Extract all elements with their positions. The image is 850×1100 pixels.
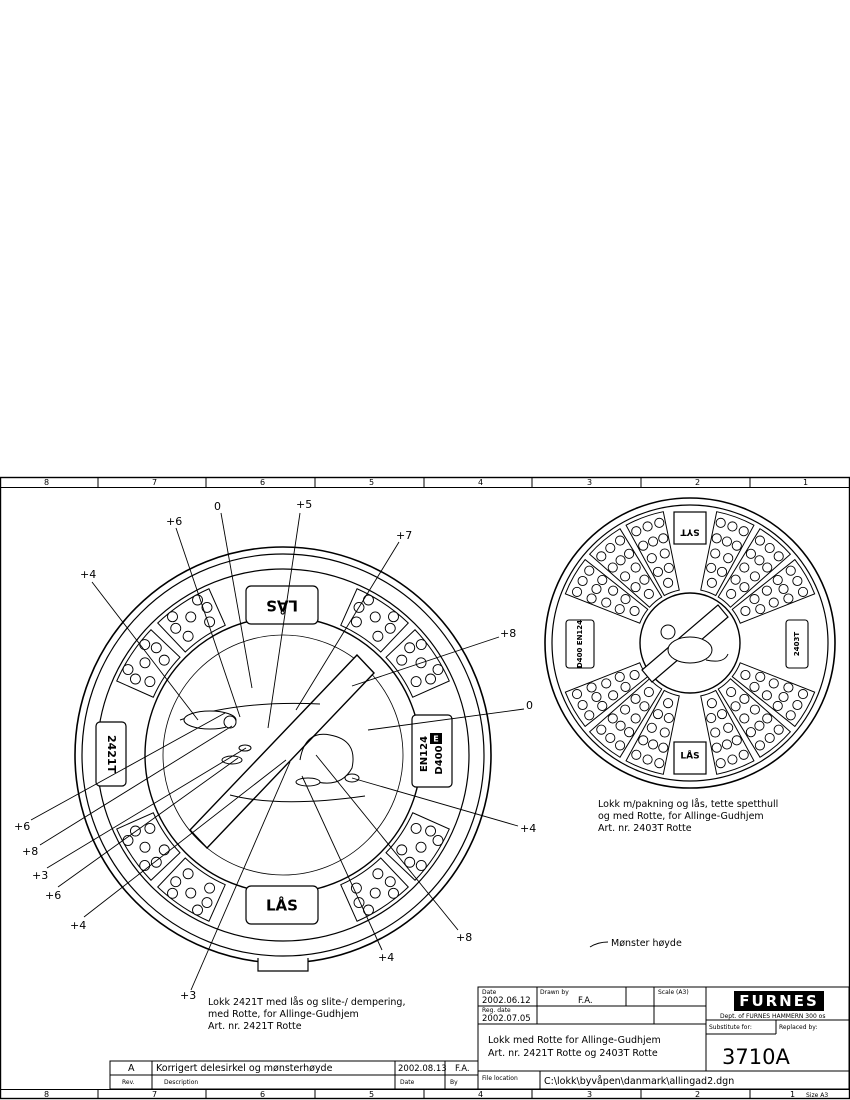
pattern-hole bbox=[171, 623, 181, 633]
pattern-hole bbox=[151, 643, 161, 653]
pattern-hole bbox=[572, 587, 581, 596]
title-line1: Lokk med Rotte for Allinge-Gudhjem bbox=[488, 1035, 661, 1046]
pattern-hole bbox=[798, 689, 807, 698]
drawn-by-value: F.A. bbox=[578, 996, 593, 1006]
grid-label-top: 1 bbox=[803, 478, 809, 487]
pattern-hole bbox=[731, 702, 740, 711]
pattern-hole bbox=[779, 692, 788, 701]
revision-header-date: Date bbox=[400, 1079, 415, 1086]
pattern-hole bbox=[750, 682, 759, 691]
pattern-hole bbox=[363, 595, 373, 605]
pattern-hole bbox=[739, 527, 748, 536]
pattern-hole bbox=[655, 518, 664, 527]
pattern-hole bbox=[140, 860, 150, 870]
callout-label: +6 bbox=[14, 820, 31, 833]
pattern-hole bbox=[755, 721, 764, 730]
pattern-hole bbox=[140, 842, 150, 852]
pattern-hole bbox=[640, 575, 649, 584]
pattern-hole bbox=[774, 725, 783, 734]
pattern-hole bbox=[608, 563, 617, 572]
pattern-hole bbox=[707, 563, 716, 572]
pattern-hole bbox=[186, 612, 196, 622]
pattern-hole bbox=[755, 536, 764, 545]
pattern-hole bbox=[606, 733, 615, 742]
pattern-hole bbox=[740, 563, 749, 572]
pattern-hole bbox=[193, 595, 203, 605]
revision-description: Korrigert delesirkel og mønsterhøyde bbox=[156, 1063, 333, 1074]
pattern-hole bbox=[765, 733, 774, 742]
pattern-hole bbox=[712, 534, 721, 543]
pattern-hole bbox=[762, 691, 771, 700]
pattern-hole bbox=[416, 842, 426, 852]
pattern-hole bbox=[732, 541, 741, 550]
revision-header-rev: Rev. bbox=[122, 1079, 135, 1086]
pattern-hole bbox=[707, 699, 716, 708]
pattern-hole bbox=[587, 683, 596, 692]
pattern-hole bbox=[602, 679, 611, 688]
pattern-hole bbox=[741, 606, 750, 615]
pattern-hole bbox=[388, 888, 398, 898]
pattern-hole bbox=[615, 605, 624, 614]
pattern-hole bbox=[373, 869, 383, 879]
cover-class-badge: E bbox=[433, 734, 439, 744]
pattern-hole bbox=[664, 699, 673, 708]
drawing-number: 3710A bbox=[722, 1045, 790, 1069]
pattern-hole bbox=[643, 522, 652, 531]
pattern-hole bbox=[648, 537, 657, 546]
pattern-hole bbox=[727, 687, 736, 696]
pattern-hole bbox=[168, 612, 178, 622]
right-caption-line1: Lokk m/pakning og lås, tette spetthull bbox=[598, 799, 779, 810]
grid-label-top: 6 bbox=[260, 478, 266, 487]
monster-height-note bbox=[590, 938, 682, 949]
pattern-hole bbox=[426, 826, 436, 836]
callout-label: +5 bbox=[296, 498, 313, 511]
left-caption-line3: Art. nr. 2421T Rotte bbox=[208, 1021, 302, 1032]
pattern-hole bbox=[572, 689, 581, 698]
pattern-hole bbox=[608, 714, 617, 723]
callout-label: +3 bbox=[32, 869, 49, 882]
pattern-hole bbox=[664, 713, 673, 722]
pattern-hole bbox=[609, 691, 618, 700]
left-caption-line1: Lokk 2421T med lås og slite-/ dempering, bbox=[208, 997, 406, 1008]
pattern-hole bbox=[609, 586, 618, 595]
cover-text-left: 2421T bbox=[105, 734, 118, 774]
pattern-hole bbox=[615, 536, 624, 545]
pattern-hole bbox=[793, 700, 802, 709]
pattern-hole bbox=[616, 556, 625, 565]
right-cover-text-right: 2403T bbox=[793, 631, 801, 657]
pattern-hole bbox=[763, 563, 772, 572]
reg-date-value: 2002.07.05 bbox=[482, 1014, 531, 1024]
pattern-hole bbox=[746, 728, 755, 737]
pattern-hole bbox=[728, 755, 737, 764]
pattern-hole bbox=[597, 552, 606, 561]
callout-label: +4 bbox=[520, 822, 537, 835]
pattern-hole bbox=[660, 549, 669, 558]
pattern-hole bbox=[598, 575, 607, 584]
pattern-hole bbox=[728, 522, 737, 531]
scale-label: Scale (A3) bbox=[658, 989, 689, 996]
callout-label: +8 bbox=[456, 931, 473, 944]
pattern-hole bbox=[632, 750, 641, 759]
pattern-hole bbox=[765, 543, 774, 552]
callout-label: +7 bbox=[396, 529, 413, 542]
pattern-hole bbox=[145, 677, 155, 687]
pattern-hole bbox=[773, 575, 782, 584]
pattern-hole bbox=[202, 898, 212, 908]
pattern-hole bbox=[351, 617, 361, 627]
grid-label-top: 5 bbox=[369, 478, 375, 487]
right-cover-text-top: SYT bbox=[680, 526, 700, 537]
pattern-hole bbox=[602, 598, 611, 607]
pattern-hole bbox=[592, 584, 601, 593]
grid-label-top: 8 bbox=[44, 478, 50, 487]
pattern-hole bbox=[784, 683, 793, 692]
pattern-hole bbox=[750, 705, 759, 714]
pattern-hole bbox=[587, 594, 596, 603]
pattern-hole bbox=[769, 598, 778, 607]
pattern-hole bbox=[707, 578, 716, 587]
callout-label: +6 bbox=[45, 889, 62, 902]
date-value: 2002.06.12 bbox=[482, 996, 531, 1006]
pattern-hole bbox=[717, 710, 726, 719]
revision-id: A bbox=[128, 1063, 135, 1074]
pattern-hole bbox=[140, 658, 150, 668]
left-manhole-cover bbox=[75, 547, 491, 971]
date-label: Date bbox=[482, 989, 497, 996]
pattern-hole bbox=[740, 714, 749, 723]
cover-text-top: LÅS bbox=[266, 596, 298, 615]
left-cover-caption bbox=[208, 997, 405, 1032]
grid-label-top: 7 bbox=[152, 478, 158, 487]
pattern-hole bbox=[746, 549, 755, 558]
pattern-hole bbox=[784, 594, 793, 603]
pattern-hole bbox=[712, 743, 721, 752]
substitute-label: Substitute for: bbox=[709, 1024, 752, 1031]
pattern-hole bbox=[631, 583, 640, 592]
pattern-hole bbox=[630, 670, 639, 679]
pattern-hole bbox=[416, 860, 426, 870]
pattern-hole bbox=[756, 672, 765, 681]
pattern-hole bbox=[732, 736, 741, 745]
pattern-hole bbox=[151, 857, 161, 867]
pattern-hole bbox=[370, 888, 380, 898]
pattern-hole bbox=[631, 714, 640, 723]
pattern-hole bbox=[397, 655, 407, 665]
pattern-hole bbox=[597, 725, 606, 734]
pattern-hole bbox=[624, 728, 633, 737]
pattern-hole bbox=[615, 672, 624, 681]
grid-label-top: 2 bbox=[695, 478, 701, 487]
pattern-hole bbox=[644, 687, 653, 696]
grid-label-bottom: 7 bbox=[152, 1090, 158, 1099]
pattern-hole bbox=[779, 584, 788, 593]
pattern-hole bbox=[632, 527, 641, 536]
grid-label-bottom: 4 bbox=[478, 1090, 484, 1099]
pattern-hole bbox=[615, 741, 624, 750]
pattern-hole bbox=[123, 665, 133, 675]
pattern-hole bbox=[769, 679, 778, 688]
pattern-hole bbox=[763, 714, 772, 723]
pattern-hole bbox=[773, 701, 782, 710]
callout-label: +8 bbox=[500, 627, 517, 640]
pattern-hole bbox=[664, 563, 673, 572]
grid-label-top: 4 bbox=[478, 478, 484, 487]
file-location-value: C:\lokk\byvåpen\danmark\allingad2.dgn bbox=[544, 1076, 735, 1087]
pattern-hole bbox=[653, 710, 662, 719]
pattern-hole bbox=[653, 567, 662, 576]
pattern-hole bbox=[130, 674, 140, 684]
pattern-hole bbox=[624, 549, 633, 558]
pattern-hole bbox=[405, 643, 415, 653]
pattern-hole bbox=[664, 578, 673, 587]
pattern-hole bbox=[140, 640, 150, 650]
pattern-hole bbox=[647, 723, 656, 732]
pattern-hole bbox=[592, 692, 601, 701]
pattern-hole bbox=[793, 576, 802, 585]
pattern-hole bbox=[205, 617, 215, 627]
pattern-hole bbox=[644, 589, 653, 598]
revision-by: F.A. bbox=[455, 1064, 470, 1074]
grid-label-bottom: 2 bbox=[695, 1090, 701, 1099]
pattern-hole bbox=[630, 606, 639, 615]
pattern-hole bbox=[717, 567, 726, 576]
grid-label-bottom: 8 bbox=[44, 1090, 50, 1099]
pattern-hole bbox=[621, 572, 630, 581]
pattern-hole bbox=[716, 759, 725, 768]
pattern-hole bbox=[168, 888, 178, 898]
right-caption-line2: og med Rotte, for Allinge-Gudhjem bbox=[598, 811, 764, 822]
pattern-hole bbox=[762, 586, 771, 595]
pattern-hole bbox=[433, 665, 443, 675]
pattern-hole bbox=[416, 640, 426, 650]
pattern-hole bbox=[606, 543, 615, 552]
pattern-hole bbox=[640, 702, 649, 711]
grid-labels-bottom bbox=[44, 1090, 795, 1099]
pattern-hole bbox=[659, 743, 668, 752]
pattern-hole bbox=[755, 741, 764, 750]
grid-labels-top bbox=[44, 478, 808, 487]
left-caption-line2: med Rotte, for Allinge-Gudhjem bbox=[208, 1009, 359, 1020]
pattern-hole bbox=[616, 721, 625, 730]
pattern-hole bbox=[739, 750, 748, 759]
pattern-hole bbox=[411, 823, 421, 833]
pattern-hole bbox=[711, 549, 720, 558]
pattern-hole bbox=[370, 612, 380, 622]
pattern-hole bbox=[585, 711, 594, 720]
pattern-hole bbox=[159, 845, 169, 855]
pattern-hole bbox=[716, 518, 725, 527]
callout-label: +4 bbox=[80, 568, 97, 581]
pattern-hole bbox=[433, 835, 443, 845]
pattern-hole bbox=[578, 576, 587, 585]
pattern-hole bbox=[145, 823, 155, 833]
grid-label-bottom: 5 bbox=[369, 1090, 375, 1099]
pattern-hole bbox=[727, 589, 736, 598]
right-caption-line3: Art. nr. 2403T Rotte bbox=[598, 823, 692, 834]
callout-label: 0 bbox=[526, 699, 533, 712]
pattern-hole bbox=[202, 602, 212, 612]
pattern-hole bbox=[397, 845, 407, 855]
right-cover-text-left: D400 EN124 bbox=[576, 619, 584, 669]
pattern-hole bbox=[655, 759, 664, 768]
title-line2: Art. nr. 2421T Rotte og 2403T Rotte bbox=[488, 1048, 658, 1059]
pattern-hole bbox=[724, 723, 733, 732]
grid-label-bottom: 1 bbox=[790, 1090, 796, 1099]
pattern-hole bbox=[798, 587, 807, 596]
grid-label-top: 3 bbox=[587, 478, 593, 487]
pattern-hole bbox=[159, 655, 169, 665]
pattern-hole bbox=[621, 705, 630, 714]
pattern-hole bbox=[585, 566, 594, 575]
reg-date-label: Reg. date bbox=[482, 1007, 511, 1014]
pattern-hole bbox=[385, 877, 395, 887]
grid-label-bottom: 3 bbox=[587, 1090, 593, 1099]
pattern-hole bbox=[639, 736, 648, 745]
pattern-hole bbox=[774, 552, 783, 561]
pattern-hole bbox=[351, 883, 361, 893]
revision-date: 2002.08.13 bbox=[398, 1064, 447, 1074]
pattern-hole bbox=[741, 670, 750, 679]
pattern-hole bbox=[755, 556, 764, 565]
pattern-hole bbox=[186, 888, 196, 898]
pattern-hole bbox=[621, 595, 630, 604]
pattern-hole bbox=[621, 682, 630, 691]
company-logo bbox=[720, 991, 825, 1020]
sheet-size-label: Size A3 bbox=[806, 1092, 829, 1099]
pattern-hole bbox=[205, 883, 215, 893]
pattern-hole bbox=[648, 740, 657, 749]
drawn-by-label: Drawn by bbox=[540, 989, 569, 996]
department-text: Dept. of FURNES HAMMERN 300 os bbox=[720, 1013, 826, 1020]
pattern-hole bbox=[171, 877, 181, 887]
cover-text-right-2: D400 bbox=[434, 745, 445, 775]
pattern-hole bbox=[183, 869, 193, 879]
callout-label: +3 bbox=[180, 989, 197, 1002]
callout-label: +4 bbox=[378, 951, 395, 964]
pattern-hole bbox=[750, 572, 759, 581]
pattern-hole bbox=[388, 612, 398, 622]
pattern-hole bbox=[426, 674, 436, 684]
pattern-hole bbox=[647, 554, 656, 563]
cover-text-bottom: LÅS bbox=[266, 896, 298, 915]
pattern-hole bbox=[373, 631, 383, 641]
pattern-hole bbox=[193, 905, 203, 915]
pattern-hole bbox=[731, 575, 740, 584]
pattern-hole bbox=[631, 694, 640, 703]
callout-label: 0 bbox=[214, 500, 221, 513]
pattern-hole bbox=[411, 677, 421, 687]
pattern-hole bbox=[385, 623, 395, 633]
pattern-hole bbox=[740, 694, 749, 703]
pattern-hole bbox=[643, 755, 652, 764]
pattern-hole bbox=[639, 541, 648, 550]
right-cover-text-bottom: LÅS bbox=[680, 751, 700, 762]
right-manhole-cover bbox=[545, 498, 835, 788]
logo-text: FURNES bbox=[739, 992, 819, 1010]
pattern-hole bbox=[659, 534, 668, 543]
pattern-hole bbox=[786, 711, 795, 720]
callout-label: +6 bbox=[166, 515, 183, 528]
pattern-hole bbox=[750, 595, 759, 604]
right-cover-caption bbox=[598, 799, 778, 834]
pattern-hole bbox=[183, 631, 193, 641]
pattern-hole bbox=[598, 701, 607, 710]
monster-height-label: Mønster høyde bbox=[611, 938, 682, 949]
pattern-hole bbox=[722, 740, 731, 749]
callout-label: +4 bbox=[70, 919, 87, 932]
pattern-hole bbox=[660, 728, 669, 737]
pattern-hole bbox=[707, 713, 716, 722]
pattern-hole bbox=[786, 566, 795, 575]
pattern-hole bbox=[740, 583, 749, 592]
pattern-hole bbox=[722, 537, 731, 546]
revision-header-by: By bbox=[450, 1079, 458, 1086]
pattern-hole bbox=[711, 728, 720, 737]
callout-label: +8 bbox=[22, 845, 39, 858]
file-location-label: File location bbox=[482, 1075, 518, 1082]
cover-text-right-1: EN124 bbox=[419, 735, 430, 773]
pattern-hole bbox=[756, 605, 765, 614]
revision-header-description: Description bbox=[164, 1079, 199, 1086]
replaced-by-label: Replaced by: bbox=[779, 1024, 818, 1031]
grid-label-bottom: 6 bbox=[260, 1090, 266, 1099]
pattern-hole bbox=[578, 700, 587, 709]
pattern-hole bbox=[724, 554, 733, 563]
pattern-hole bbox=[631, 563, 640, 572]
